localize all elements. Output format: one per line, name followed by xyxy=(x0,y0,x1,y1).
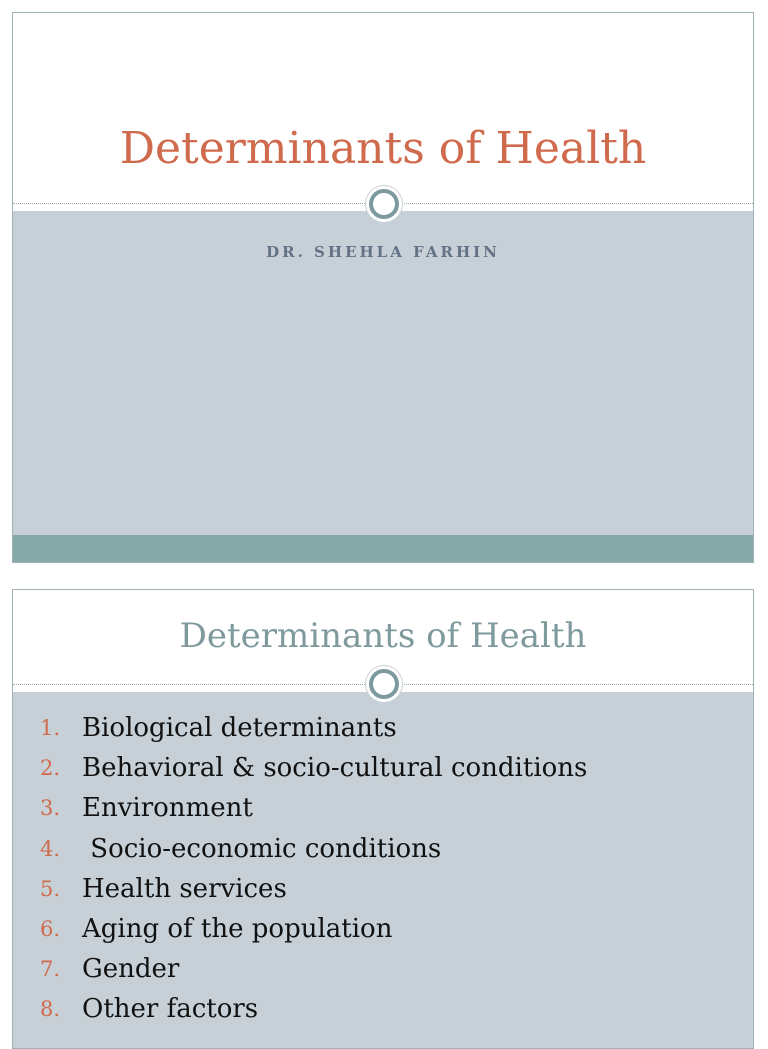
list-number: 4. xyxy=(40,836,61,861)
list-text: Other factors xyxy=(82,994,259,1025)
list-item xyxy=(13,909,753,949)
title-slide xyxy=(12,12,754,563)
list-text: Environment xyxy=(82,793,253,824)
list-text: Biological determinants xyxy=(82,713,397,743)
footer-band xyxy=(13,535,753,562)
list-number: 5. xyxy=(40,876,61,901)
list-item xyxy=(13,869,753,909)
list-number: 1. xyxy=(40,716,61,740)
list-number: 6. xyxy=(40,916,61,941)
list-number: 2. xyxy=(40,756,61,781)
list-number: 8. xyxy=(40,997,61,1022)
slide-title: Determinants of Health xyxy=(179,616,587,656)
list-text: Behavioral & socio-cultural conditions xyxy=(82,753,588,784)
list-item xyxy=(13,708,753,748)
circle-ornament-icon xyxy=(369,189,399,219)
determinants-list xyxy=(13,708,753,1030)
list-item xyxy=(13,748,753,788)
circle-ornament-icon xyxy=(369,669,399,699)
list-item xyxy=(13,829,753,869)
list-item xyxy=(13,788,753,828)
content-slide xyxy=(12,589,754,1049)
list-number: 7. xyxy=(40,957,61,982)
list-text: Gender xyxy=(82,954,180,985)
author-subtitle: DR. SHEHLA FARHIN xyxy=(266,243,500,261)
list-number: 3. xyxy=(40,796,61,821)
title-area xyxy=(13,13,753,203)
list-text: Socio-economic conditions xyxy=(82,833,442,864)
list-item xyxy=(13,949,753,989)
list-text: Aging of the population xyxy=(82,913,393,944)
slide-title: Determinants of Health xyxy=(119,123,647,174)
list-text: Health services xyxy=(82,873,287,904)
list-item xyxy=(13,989,753,1029)
